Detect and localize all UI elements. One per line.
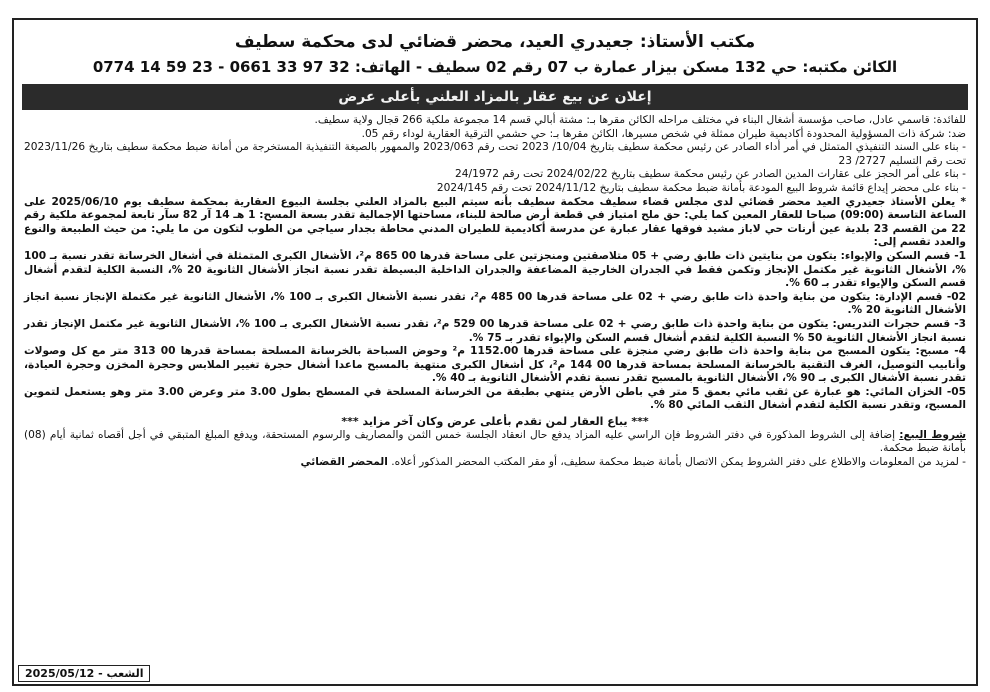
creditor-paragraph: للفائدة: قاسمي عادل، صاحب مؤسسة أشغال البناء في مختلف مراحله الكائن مقرها بـ: مشتة أبالي قسم 14 مجموعة ملكية 266 قجال ولاية سطيف. [314,114,966,126]
sale-conditions-paragraph [24,429,966,456]
more-info-paragraph [24,456,966,470]
seizure-paragraph: - بناء على أمر الحجز على عقارات المدين الصادر عن رئيس محكمة سطيف بتاريخ 2024/02/22 تحت رقم 24/1972 [455,168,966,181]
section-housing: 1- قسم السكن والإيواء: يتكون من بنايتين ذات طابق رضي + 05 متلاصقتين ومنجزتين على مساحة قدرها 00 865 م²، الأشغال الكبرى المتمثلة في أشغال الخرسانة تقدر نسبة بـ 100 %، الأشغال الثانوية غير مكتمل الإنجاز وتكمن فقط في الجدران الخارجية المضاعفة والجدران الداخلية البسيطة تقدر نسبة انجاز الأشغال الثانوية 20 %، النسبة الكلية لتقدم أشغال قسم السكن والإيواء تقدر بـ 60 %. [24,249,966,290]
publication-date: 2025/05/12 [25,667,95,680]
legal-notice [12,18,978,686]
conditions-deposit-paragraph: - بناء على محضر إيداع قائمة شروط البيع المودعة بأمانة ضبط محكمة سطيف بتاريخ 2024/11/12 تحت رقم 2024/145 [436,181,966,194]
section-pool: 4- مسبح: يتكون المسبح من بناية واحدة ذات طابق رضي منجزة على مساحة قدرها 1152.00 م² وحوض السباحة بالخرسانة المسلحة بمساحة قدرها 00 313 متر مع كل وصولات وأنابيب التوصيل، الغرف التقنية بالخرسانة المسلحة بمساحة قدرها 00 144 م²، كل أشغال الكبرى منتهية بالمسبح ماعدا أشغال حجرة تغيير الملابس وحجرة المخزن وحجرة العيادة، تقدر نسبة الأشغال الكبرى بـ 90 %، الأشغال الثانوية بالمسبح تقدر نسبة تقدم الأشغال الثانوية بـ 40 %. [24,345,966,385]
signature: المحضر القضائي [300,455,388,468]
sale-conditions-text: إضافة إلى الشروط المذكورة في دفتر الشروط فإن الراسي عليه المزاد يدفع حال انعقاد الجلسة خمس الثمن والمصاريف والرسوم المستحقة، ويدفع المبلغ المتبقي في أجل أقصاه ثمانية أيام (08) بأمانة ضبط محكمة. [24,428,966,455]
section-administration: 02- قسم الإدارة: يتكون من بناية واحدة ذات طابق رضي + 02 على مساحة قدرها 00 485 م²، تقدر نسبة الأشغال الكبرى بـ 100 %، الأشغال الثانوية غير مكتملة الإنجاز نسبة انجاز الأشغال الثانوية 20 %. [24,290,967,317]
sale-conditions-label: شروط البيع: [899,428,966,441]
sale-announcement-paragraph: * يعلن الأستاذ جعيدري العيد محضر قضائي لدى مجلس قضاء سطيف محكمة سطيف بأنه سيتم البيع بالمزاد العلني بجلسة البيوع العقارية بمحكمة سطيف يوم 2025/06/10 على الساعة التاسعة (09:00) صباحا للعقار المعين كما يلي: حق ملح امتياز في قطعة أرض صالحة للبناء، مساحتها الإجمالية تقدر بسعة المسح: 1 هـ 14 آر 82 سآر تابعة لمجموعة ملكية رقم 22 من القسم 23 بلدية عين أرنات حي لاباز مشيد فوقها عقار عبارة عن مدرسة أكاديمية للطيران المدني محاطة بجدار سياجي من الطوب لتكون من ما يلي: من حيث الطبيعة والنوع والعدد تقسم إلى: [24,195,967,249]
office-title: مكتب الأستاذ: جعيدري العيد، محضر قضائي لدى محكمة سطيف [234,32,756,52]
more-info-text: - لمزيد من المعلومات والاطلاع على دفتر الشروط يمكن الاتصال بأمانة ضبط محكمة سطيف، أو مقر المكتب المحضر المذكور أعلاه. [391,455,966,468]
debtor-paragraph: ضد: شركة ذات المسؤولية المحدودة أكاديمية طيران ممثلة في شخص مسيرها، الكائن مقرها بـ: حي حشمي الترقية العقارية لوداء رقم 05. [361,127,966,140]
highest-bid-line: *** يباع العقار لمن تقدم بأعلى عرض وكان آخر مزايد *** [341,415,649,429]
notice-body [24,114,966,469]
section-classrooms: 3- قسم حجرات التدريس: يتكون من بناية واحدة ذات طابق رضي + 02 على مساحة قدرها 00 529 م²، تقدر نسبة الأشغال الكبرى بـ 100 %، الأشغال الثانوية غير مكتمل الإنجاز تقدر نسبة انجاز الأشغال الثانوية 50 % النسبة الكلية لتقدم أشغال قسم السكن والإيواء تقدر بـ 75 %. [24,317,966,344]
section-water-tank: 05- الخزان المائي: هو عبارة عن ثقب مائي بعمق 5 متر في باطن الأرض ينتهي بطبقة من الخرسانة المسلحة في المسطح بطول 3.00 متر وعرض 3.00 متر وهو يستعمل لتموين المسبح، وتقدر نسبة الكلية لتقدم أشغال الثقب المائي 80 %. [24,385,966,412]
notice-banner: إعلان عن بيع عقار بالمزاد العلني بأعلى عرض [22,84,968,110]
enforcement-paragraph: - بناء على السند التنفيذي المتمثل في أمر أداء الصادر عن رئيس محكمة سطيف بتاريخ 10/04/ 2023 تحت رقم 2023/063 والممهور بالصيغة التنفيذية المستخرجة من أمانة ضبط محكمة سطيف بتاريخ 2023/11/26 تحت رقم التسليم 2727/ 23 [24,141,966,167]
office-address: الكائن مكتبه: حي 132 مسكن بيزار عمارة ب 07 رقم 02 سطيف - الهاتف: 32 97 33 0661 - 23 59 14 0774 [92,58,898,76]
publication-footer: الشعب - 2025/05/12 [18,665,150,682]
newspaper-name: الشعب [106,667,144,680]
